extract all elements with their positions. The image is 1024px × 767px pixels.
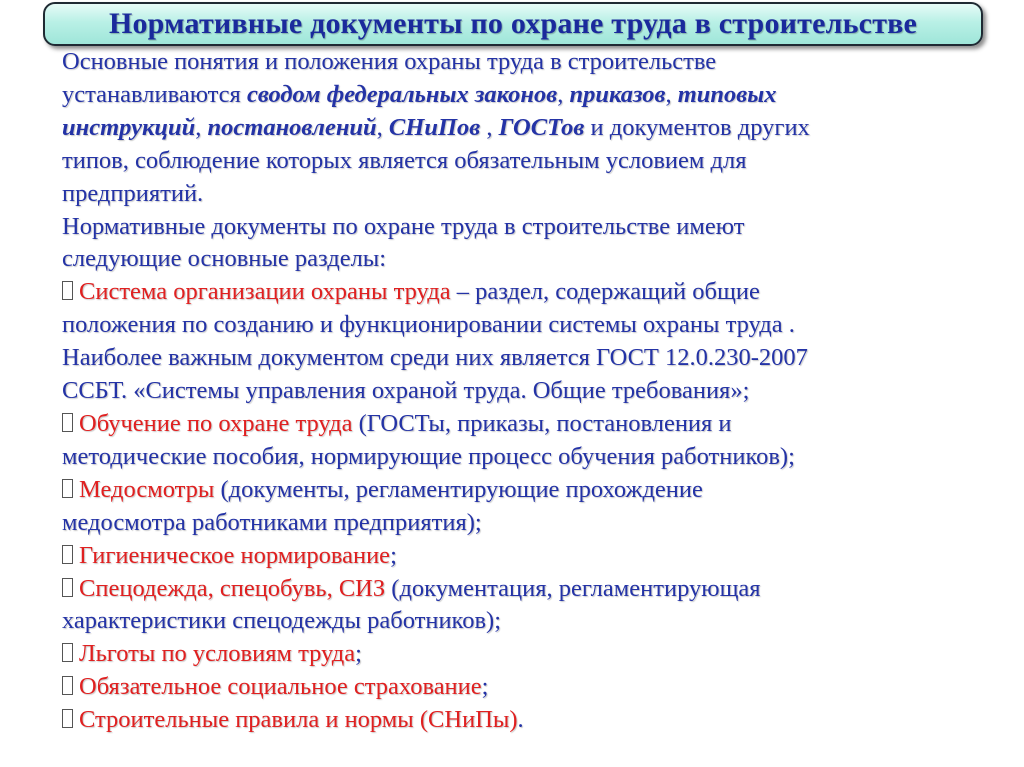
separator: ,: [195, 113, 208, 141]
square-bullet-icon: [62, 643, 73, 662]
list-item-text: (ГОСТы, приказы, постановления и: [352, 409, 732, 437]
list-item-text: – раздел, содержащий общие: [450, 278, 760, 306]
intro-line-5: предприятий.: [62, 179, 204, 207]
list-item: [62, 276, 1012, 408]
separator: ,: [665, 80, 678, 108]
square-bullet-icon: [62, 578, 73, 597]
list-item-title: Система организации охраны труда: [79, 278, 451, 306]
page-title: Нормативные документы по охране труда в строительстве: [108, 7, 918, 40]
square-bullet-icon: [62, 676, 73, 695]
list-item-title: Обучение по охране труда: [79, 409, 353, 437]
list-item-title: Спецодежда, спецобувь, СИЗ: [79, 574, 386, 602]
list-item-text: (документы, регламентирующие прохождение: [214, 475, 703, 503]
separator: ,: [480, 113, 499, 141]
list-item-text: (документация, регламентирующая: [385, 574, 761, 602]
term-federal-laws: сводом федеральных законов: [246, 80, 558, 108]
list-item-text: положения по созданию и функционировании системы охраны труда .: [62, 311, 795, 339]
square-bullet-icon: [62, 545, 73, 564]
list-item: [62, 573, 1012, 639]
list-item-title: Медосмотры: [79, 475, 215, 503]
list-item: [62, 704, 1012, 737]
list-item-title: Льготы по условиям труда: [79, 640, 356, 668]
term-orders: приказов: [569, 80, 666, 108]
intro-line-3-suffix: и документов других: [584, 113, 810, 141]
sections-intro-line-1: Нормативные документы по охране труда в строительстве имеют: [62, 212, 745, 240]
list-item: [62, 474, 1012, 540]
title-banner: [43, 2, 983, 46]
term-resolutions: постановлений: [207, 113, 377, 141]
square-bullet-icon: [62, 281, 73, 300]
separator: ,: [376, 113, 389, 141]
square-bullet-icon: [62, 413, 73, 432]
list-item-text: медосмотра работниками предприятия);: [62, 508, 482, 536]
list-item-text: ;: [355, 640, 362, 668]
list-item-text: ССБТ. «Системы управления охраной труда. Общие требования»;: [62, 377, 750, 405]
separator: ,: [557, 80, 570, 108]
list-item-text: характеристики спецодежды работников);: [62, 607, 502, 635]
sections-intro-line-2: следующие основные разделы:: [62, 245, 387, 273]
list-item-text: .: [517, 706, 524, 734]
list-item-text: Наиболее важным документом среди них является ГОСТ 12.0.230-2007: [62, 344, 808, 372]
term-snip: СНиПов: [388, 113, 481, 141]
intro-paragraph: [62, 46, 1012, 211]
term-instructions: инструкций: [62, 113, 196, 141]
intro-line-2-prefix: устанавливаются: [62, 80, 247, 108]
body-text: [62, 46, 1012, 737]
intro-line-4: типов, соблюдение которых является обязательным условием для: [62, 146, 747, 174]
square-bullet-icon: [62, 709, 73, 728]
term-gost: ГОСТов: [498, 113, 585, 141]
list-item-title: Обязательное социальное страхование: [79, 673, 482, 701]
list-item: [62, 638, 1012, 671]
intro-line-1: Основные понятия и положения охраны труда в строительстве: [62, 48, 717, 75]
list-item-text: методические пособия, нормирующие процесс обучения работников);: [62, 442, 795, 470]
sections-intro-paragraph: [62, 211, 1012, 277]
list-item: [62, 408, 1012, 474]
list-item-title: Гигиеническое нормирование: [79, 541, 391, 569]
list-item: [62, 671, 1012, 704]
term-standard: типовых: [677, 80, 777, 108]
list-item-text: ;: [390, 541, 397, 569]
square-bullet-icon: [62, 479, 73, 498]
list-item-text: ;: [481, 673, 489, 701]
list-item-title: Строительные правила и нормы (СНиПы): [79, 706, 518, 734]
list-item: [62, 540, 1012, 573]
